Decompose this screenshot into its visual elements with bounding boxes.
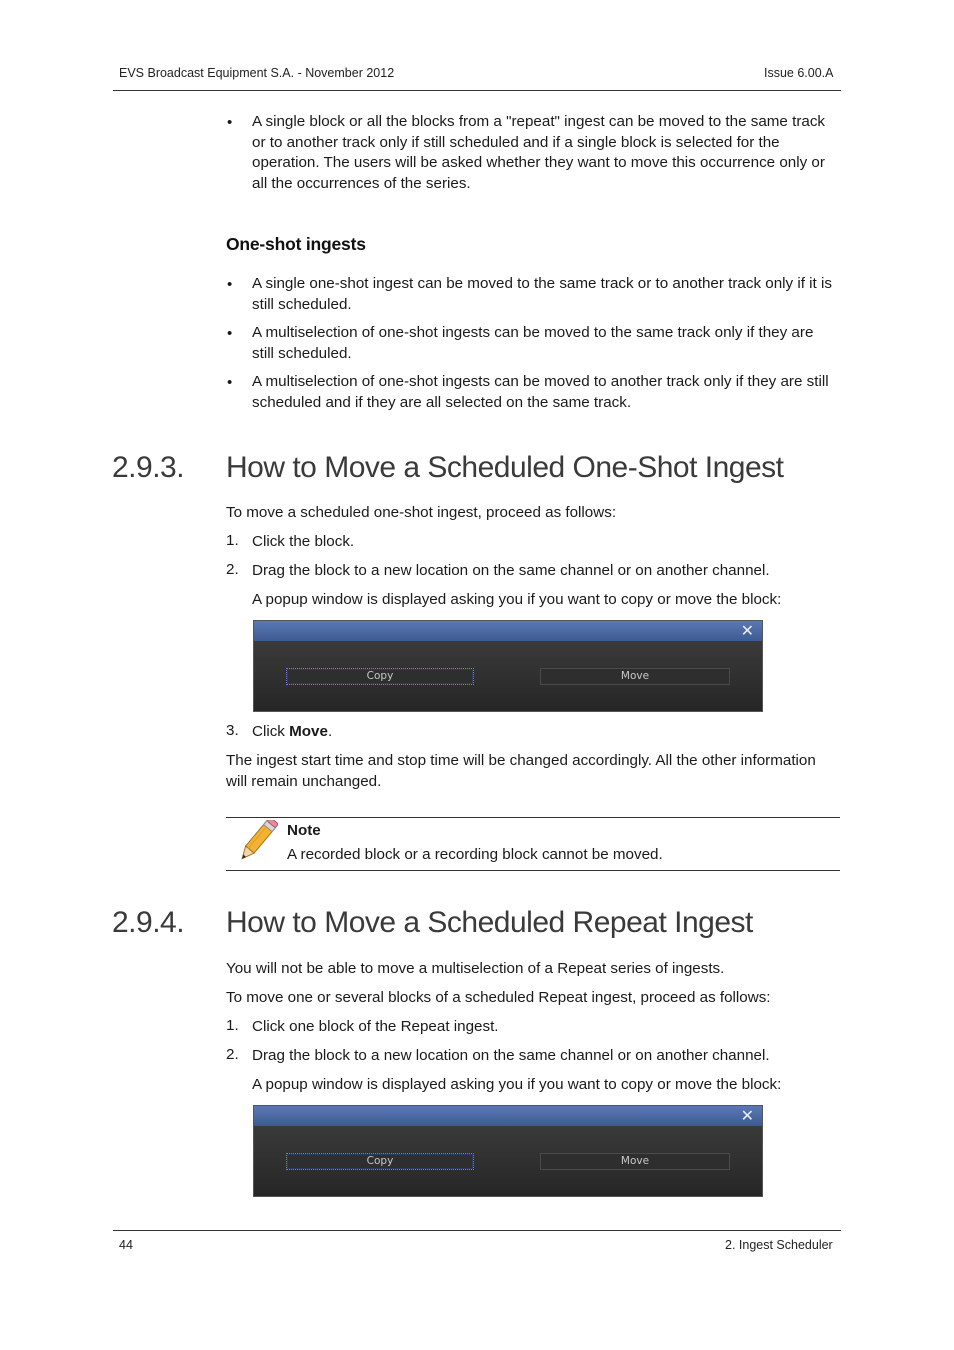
subheading-one-shot: One-shot ingests	[226, 234, 366, 254]
step-number: 3.	[226, 722, 239, 739]
text-line: all the occurrences of the series.	[252, 174, 471, 192]
step-2-note: A popup window is displayed asking you if you want to copy or move the block:	[252, 591, 782, 608]
text-line: still scheduled.	[252, 295, 352, 313]
step-number: 2.	[226, 1046, 239, 1063]
move-button[interactable]: Move	[540, 668, 730, 685]
section-intro: To move a scheduled one-shot ingest, proceed as follows:	[226, 504, 617, 521]
text-line: A multiselection of one-shot ingests can be moved to the same track only if they are	[252, 324, 814, 341]
text-line: scheduled and if they are all selected on the same track.	[252, 393, 632, 411]
result-paragraph	[226, 751, 841, 792]
paragraph-2: To move one or several blocks of a scheduled Repeat ingest, proceed as follows:	[226, 989, 771, 1006]
step-3-suffix: .	[327, 723, 333, 740]
popup-body	[254, 1126, 762, 1196]
close-icon[interactable]: ✕	[740, 1106, 754, 1125]
step-2-text: Drag the block to a new location on the same channel or on another channel.	[252, 562, 770, 579]
popup-title-bar	[254, 621, 762, 641]
close-icon[interactable]: ✕	[740, 621, 754, 640]
step-2-text: Drag the block to a new location on the same channel or on another channel.	[252, 1047, 770, 1064]
intro-bullet-text	[252, 112, 852, 194]
section-number-2-9-4: 2.9.4.	[112, 906, 185, 939]
text-line: operation. The users will be asked whether they want to move this occurrence only or	[252, 154, 825, 172]
note-text: A recorded block or a recording block cannot be moved.	[287, 846, 663, 863]
bullet-marker: •	[227, 114, 233, 131]
pencil-icon	[232, 820, 280, 866]
text-line: A multiselection of one-shot ingests can be moved to another track only if they are still	[252, 373, 829, 390]
text-line: The ingest start time and stop time will be changed accordingly. All the other information	[226, 752, 816, 769]
text-line: A single one-shot ingest can be moved to the same track or to another track only if it is	[252, 275, 832, 292]
paragraph-1: You will not be able to move a multiselection of a Repeat series of ingests.	[226, 960, 725, 977]
copy-move-popup	[253, 620, 763, 712]
step-1-text: Click one block of the Repeat ingest.	[252, 1018, 499, 1035]
copy-button[interactable]: Copy	[286, 1153, 474, 1170]
text-line: still scheduled.	[252, 344, 352, 362]
one-shot-bullet-1	[252, 274, 852, 315]
note-box	[226, 817, 840, 871]
step-3-prefix: Click	[252, 723, 290, 740]
page-number: 44	[119, 1238, 133, 1252]
copy-move-popup	[253, 1105, 763, 1197]
bullet-marker: •	[227, 374, 233, 391]
bullet-marker: •	[227, 325, 233, 342]
step-number: 2.	[226, 561, 239, 578]
step-number: 1.	[226, 532, 239, 549]
step-1-text: Click the block.	[252, 533, 355, 550]
section-number-2-9-3: 2.9.3.	[112, 451, 185, 484]
popup-title-bar	[254, 1106, 762, 1126]
text-line: will remain unchanged.	[226, 772, 382, 790]
step-3-text	[252, 722, 332, 743]
one-shot-bullet-3	[252, 372, 852, 413]
popup-body	[254, 641, 762, 711]
note-title: Note	[287, 822, 321, 839]
step-number: 1.	[226, 1017, 239, 1034]
section-title-2-9-3: How to Move a Scheduled One-Shot Ingest	[226, 451, 784, 484]
move-button[interactable]: Move	[540, 1153, 730, 1170]
bullet-marker: •	[227, 276, 233, 293]
header-rule	[113, 90, 841, 91]
step-2-note: A popup window is displayed asking you if you want to copy or move the block:	[252, 1076, 782, 1093]
text-line: or to another track only if still scheduled and if a single block is selected for the	[252, 133, 780, 151]
one-shot-bullet-2	[252, 323, 852, 364]
header-issue: Issue 6.00.A	[764, 66, 834, 80]
step-3-bold: Move	[289, 723, 328, 740]
copy-button[interactable]: Copy	[286, 668, 474, 685]
footer-section: 2. Ingest Scheduler	[725, 1238, 833, 1252]
text-line: A single block or all the blocks from a "repeat" ingest can be moved to the same track	[252, 113, 826, 130]
section-title-2-9-4: How to Move a Scheduled Repeat Ingest	[226, 906, 753, 939]
header-document-info: EVS Broadcast Equipment S.A. - November 2012	[119, 66, 395, 80]
footer-rule	[113, 1230, 841, 1231]
